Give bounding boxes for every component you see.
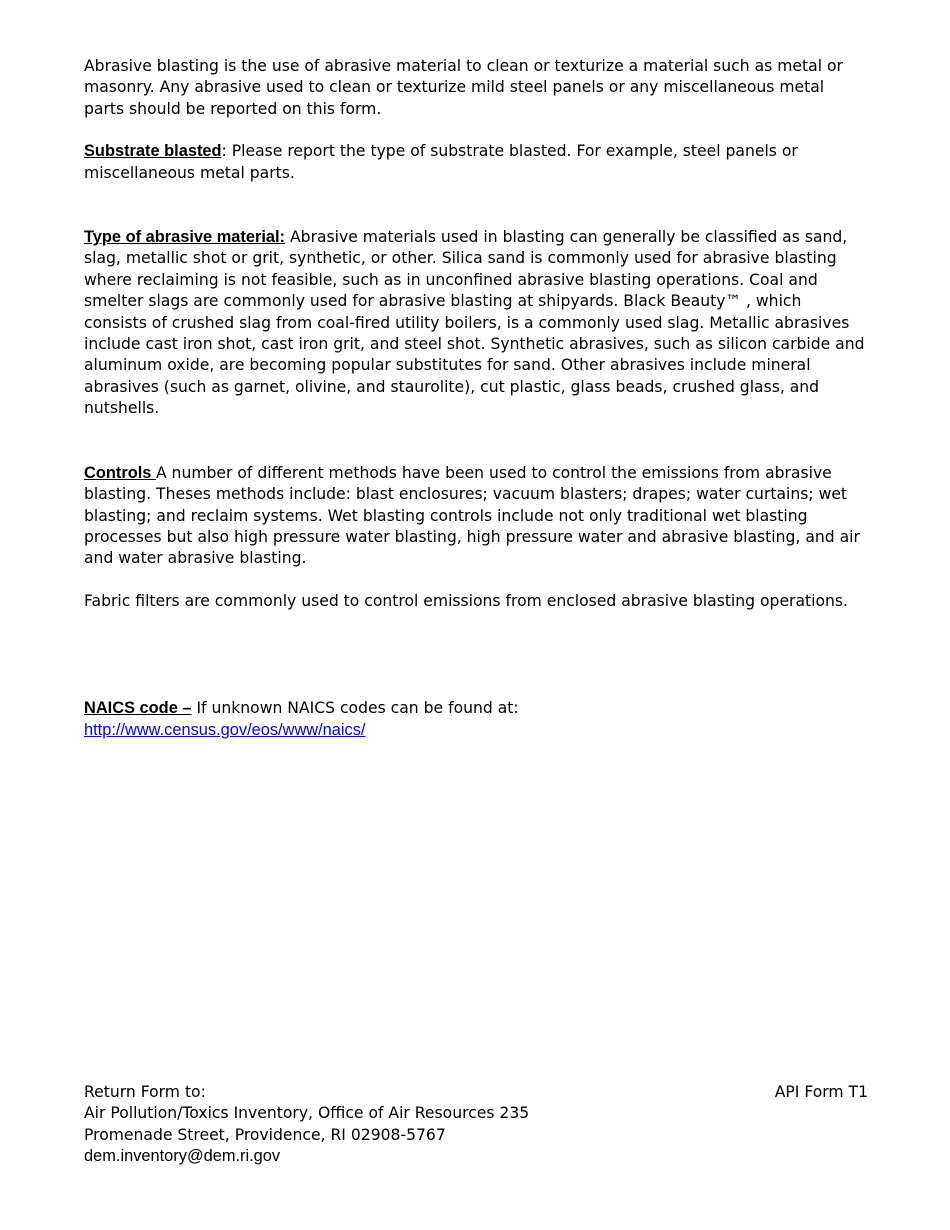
abrasive-heading: Type of abrasive material: bbox=[84, 228, 286, 247]
substrate-heading: Substrate blasted bbox=[84, 142, 222, 161]
controls-paragraph bbox=[84, 463, 868, 570]
form-id: API Form T1 bbox=[774, 1083, 868, 1101]
document-body bbox=[84, 56, 868, 741]
substrate-paragraph bbox=[84, 141, 868, 184]
naics-heading: NAICS code – bbox=[84, 699, 192, 718]
naics-link-line bbox=[84, 720, 868, 741]
controls-heading: Controls bbox=[84, 463, 156, 482]
substrate-text: Please report the type of substrate blasted. For example, steel panels or miscellaneous metal parts. bbox=[84, 142, 798, 182]
footer-address-line2: Promenade Street, Providence, RI 02908-5767 bbox=[84, 1125, 446, 1144]
abrasive-paragraph bbox=[84, 227, 868, 420]
footer bbox=[84, 1082, 868, 1168]
abrasive-text: Abrasive materials used in blasting can generally be classified as sand, slag, metallic shot or grit, synthetic, or other. Silica sand is commonly used for abrasive blasting where reclaiming is not feasible, such as in unconfined abrasive blasting operations. Coal and smelter slags are commonly used for abrasive blasting at shipyards. Black Beauty™ , which consists of crushed slag from coal-fired utility boilers, is a commonly used slag. Metallic abrasives include cast iron shot, cast iron grit, and steel shot. Synthetic abrasives, such as silicon carbide and aluminum oxide, are becoming popular substitutes for sand. Other abrasives include mineral abrasives (such as garnet, olivine, and staurolite), cut plastic, glass beads, crushed glass, and nutshells. bbox=[84, 228, 865, 418]
footer-return-label: Return Form to: bbox=[84, 1083, 206, 1101]
intro-paragraph: Abrasive blasting is the use of abrasive material to clean or texturize a material such as metal or masonry. Any abrasive used to clean or texturize mild steel panels or any miscellaneous metal parts should be reported on this form. bbox=[84, 57, 843, 118]
fabric-filters-paragraph: Fabric filters are commonly used to control emissions from enclosed abrasive blasting operations. bbox=[84, 591, 848, 610]
footer-address-line1: Air Pollution/Toxics Inventory, Office of Air Resources 235 bbox=[84, 1104, 530, 1123]
substrate-separator: : bbox=[221, 142, 232, 161]
controls-text: A number of different methods have been used to control the emissions from abrasive blasting. Theses methods include: blast enclosures; vacuum blasters; drapes; water curtains; wet blasting; and reclaim systems. Wet blasting controls include not only traditional wet blasting processes but also high pressure water blasting, high pressure water and abrasive blasting, and air and water abrasive blasting. bbox=[84, 463, 860, 568]
naics-link[interactable]: http://www.census.gov/eos/www/naics/ bbox=[84, 720, 366, 739]
footer-email: dem.inventory@dem.ri.gov bbox=[84, 1147, 281, 1166]
naics-paragraph bbox=[84, 698, 868, 719]
naics-text: If unknown NAICS codes can be found at: bbox=[191, 699, 519, 718]
